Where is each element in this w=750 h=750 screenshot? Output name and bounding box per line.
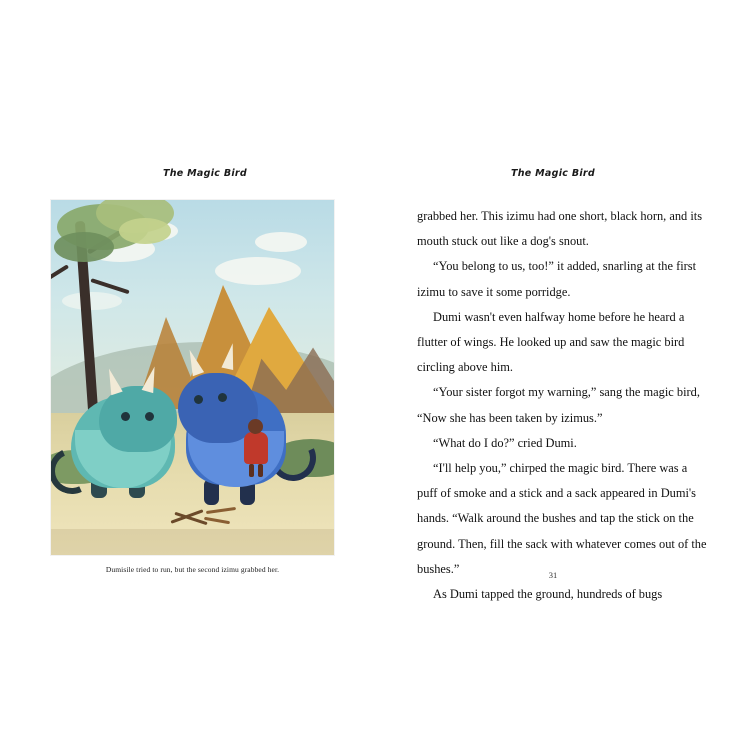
page-number: 31 <box>548 570 558 580</box>
running-head-right: The Magic Bird <box>510 168 596 179</box>
girl-dress <box>244 432 268 464</box>
izimu-creature-teal <box>71 378 183 498</box>
campfire-sticks <box>170 505 214 527</box>
girl-leg <box>249 464 254 477</box>
creature-eye <box>121 412 130 421</box>
girl-leg <box>258 464 263 477</box>
izimu-creature-blue <box>178 355 298 505</box>
paragraph: “Your sister forgot my warning,” sang the magic bird, “Now she has been taken by izimus.” <box>417 385 700 425</box>
paragraph: Dumi wasn't even halfway home before he heard a flutter of wings. He looked up and saw the magic bird circling above him. <box>417 309 685 375</box>
paragraph: grabbed her. This izimu had one short, black horn, and its mouth stuck out like a dog's snout. <box>417 209 703 249</box>
paragraph: As Dumi tapped the ground, hundreds of bugs <box>433 587 663 602</box>
paragraph: “What do I do?” cried Dumi. <box>433 435 577 450</box>
body-text-block <box>417 204 707 607</box>
girl-character <box>243 419 269 477</box>
cloud-shape <box>255 232 307 252</box>
right-page <box>408 150 718 610</box>
story-illustration <box>51 200 334 555</box>
tree-foliage <box>54 232 114 262</box>
cloud-shape <box>215 257 301 285</box>
illustration-caption: Dumisile tried to run, but the second izimu grabbed her. <box>105 565 280 574</box>
paragraph: “You belong to us, too!” it added, snarling at the first izimu to save it some porridge. <box>417 259 697 299</box>
running-head-left: The Magic Bird <box>162 168 248 179</box>
paragraph: “I'll help you,” chirped the magic bird. There was a puff of smoke and a stick and a sack appeared in Dumi's hands. “Walk around the bushes and tap the stick on the ground. Then, fill the sack with whatever comes out of the bushes.” <box>417 461 707 576</box>
tree-foliage <box>119 218 171 244</box>
ground-shadow <box>51 529 334 555</box>
left-page <box>40 150 370 590</box>
creature-head <box>99 386 177 452</box>
creature-eye <box>145 412 154 421</box>
